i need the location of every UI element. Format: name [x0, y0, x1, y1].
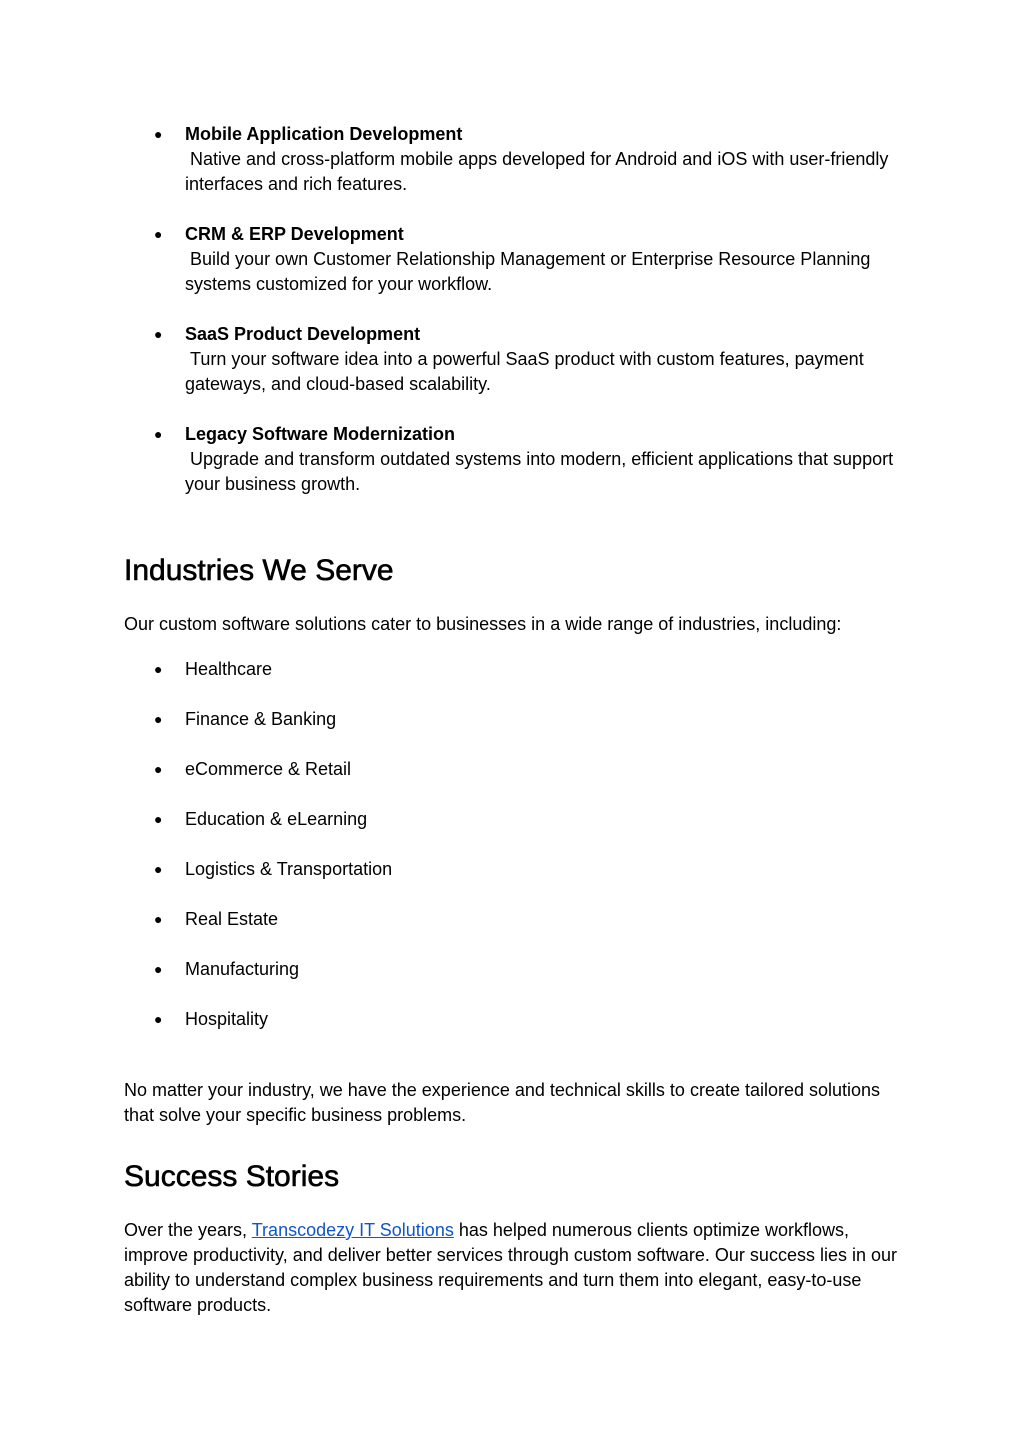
bullet-icon: ● — [154, 226, 163, 242]
service-description: Native and cross-platform mobile apps developed for Android and iOS with user-friendly interfaces and rich features. — [185, 149, 894, 194]
bullet-icon: ● — [154, 1011, 163, 1027]
list-item — [0, 957, 1024, 1007]
success-text-after-link: has helped numerous clients optimize workflows, improve productivity, and deliver better services through custom software. Our success lies in our ability to understand complex business requirements and turn them into elegant, easy-to-use software products. — [124, 1220, 897, 1315]
list-item — [0, 907, 1024, 957]
industries-intro: Our custom software solutions cater to businesses in a wide range of industries, including: — [124, 614, 842, 634]
industry-label: eCommerce & Retail — [185, 759, 352, 779]
industries-closing: No matter your industry, we have the experience and technical skills to create tailored solutions that solve your specific business problems. — [124, 1080, 881, 1125]
list-item — [0, 122, 1024, 197]
service-description: Build your own Customer Relationship Management or Enterprise Resource Planning systems customized for your workflow. — [185, 249, 876, 294]
bullet-icon: ● — [154, 811, 163, 827]
service-title: Mobile Application Development — [185, 124, 463, 144]
industry-label: Education & eLearning — [185, 809, 368, 829]
bullet-icon: ● — [154, 326, 163, 342]
service-title: CRM & ERP Development — [185, 224, 404, 244]
industry-label: Real Estate — [185, 909, 279, 929]
bullet-icon: ● — [154, 661, 163, 677]
industry-label: Logistics & Transportation — [185, 859, 393, 879]
bullet-icon: ● — [154, 711, 163, 727]
bullet-icon: ● — [154, 861, 163, 877]
service-title: Legacy Software Modernization — [185, 424, 456, 444]
industry-label: Healthcare — [185, 659, 273, 679]
list-item — [0, 222, 1024, 297]
industry-label: Finance & Banking — [185, 709, 337, 729]
list-item — [0, 707, 1024, 757]
industries-list — [0, 657, 1024, 1057]
industry-label: Hospitality — [185, 1009, 269, 1029]
list-item — [0, 1007, 1024, 1057]
success-paragraph — [124, 1218, 904, 1318]
bullet-icon: ● — [154, 426, 163, 442]
bullet-icon: ● — [154, 961, 163, 977]
industry-label: Manufacturing — [185, 959, 300, 979]
bullet-icon: ● — [154, 126, 163, 142]
bullet-icon: ● — [154, 911, 163, 927]
list-item — [0, 757, 1024, 807]
success-heading: Success Stories — [124, 1160, 340, 1193]
list-item — [0, 807, 1024, 857]
services-list — [0, 122, 1024, 522]
service-description: Upgrade and transform outdated systems into modern, efficient applications that support your business growth. — [185, 449, 899, 494]
list-item — [0, 322, 1024, 397]
list-item — [0, 422, 1024, 497]
company-link[interactable]: Transcodezy IT Solutions — [251, 1220, 454, 1240]
industries-heading: Industries We Serve — [124, 554, 394, 587]
service-description: Turn your software idea into a powerful SaaS product with custom features, payment gateways, and cloud-based scalability. — [185, 349, 869, 394]
bullet-icon: ● — [154, 761, 163, 777]
service-title: SaaS Product Development — [185, 324, 421, 344]
list-item — [0, 657, 1024, 707]
list-item — [0, 857, 1024, 907]
success-text-before-link: Over the years, — [124, 1220, 252, 1240]
